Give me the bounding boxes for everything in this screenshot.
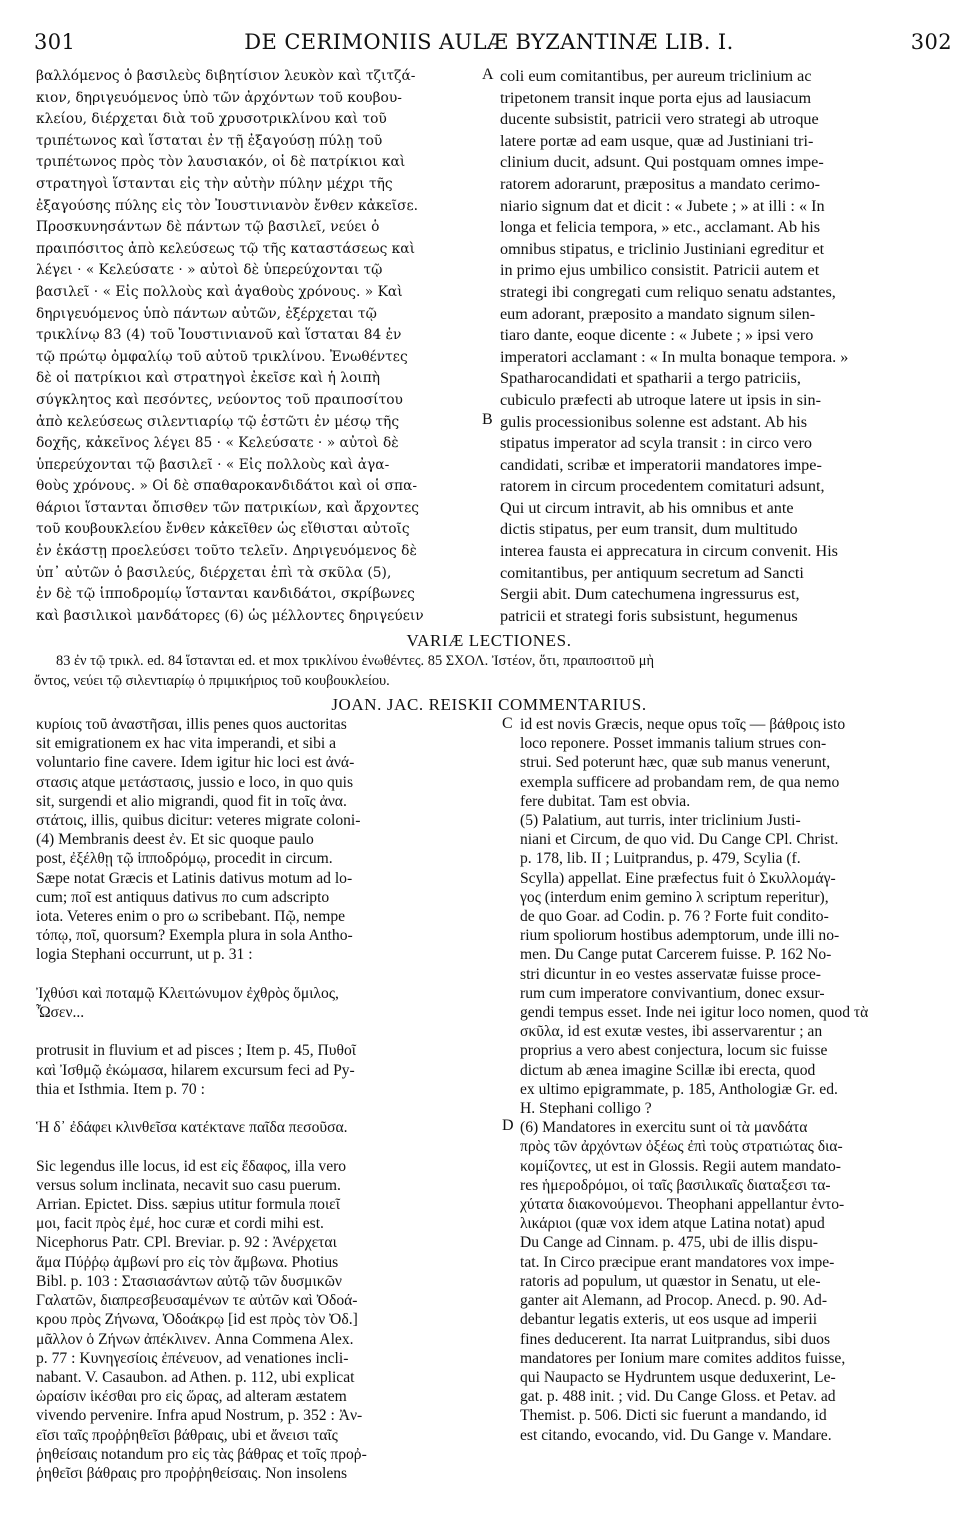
latin-line: interea fausta ei apprecatura in circum convenit. His bbox=[500, 542, 838, 561]
commentary-line: λικάριοι (quæ vox idem atque Latina notat) apud bbox=[520, 1215, 825, 1233]
commentary-line: nabant. V. Casaubon. ad Athen. p. 112, ubi explicat bbox=[36, 1368, 355, 1386]
commentary-line: debantur legatis exteris, ut eos usque ad imperii bbox=[520, 1311, 818, 1329]
greek-line: τριπέτωνος πρὸς τὸν λαυσιακόν, οἱ δὲ πατρίκιοι καὶ bbox=[36, 154, 406, 171]
variae-line: 83 ἐν τῷ τρικλ. ed. 84 ἵστανται ed. et mox τρικλίνου ἐνωθέντες. 85 ΣΧΟΛ. Ἰστέον, ὅτι, πραιποσιτοῦ μὴ bbox=[56, 653, 655, 669]
commentary-line: κομίζοντες, ut est in Glossis. Regii autem mandato- bbox=[520, 1157, 841, 1175]
greek-line: πραιπόσιτος ἀπὸ κελεύσεως τῷ τῆς καταστάσεως καὶ bbox=[36, 240, 416, 257]
greek-line: τοῦ κουβουκλείου ἔνθεν κἀκεῖθεν ὡς εἴθισται αὐτοῖς bbox=[36, 521, 410, 538]
latin-line: Sergii abit. Dum catechumena ingressurus est, bbox=[500, 585, 800, 604]
commentary-line: ex ultimo epigrammate, p. 185, Anthologiæ Gr. ed. bbox=[520, 1080, 838, 1098]
running-title: DE CERIMONIIS AULÆ BYZANTINÆ LIB. I. bbox=[244, 30, 734, 54]
commentary-line: Arrian. Epictet. Diss. sæpius utitur formula ποιεῖ bbox=[36, 1196, 340, 1214]
latin-line: ratorem in circum procedentem comitaturi adsunt, bbox=[500, 477, 825, 496]
commentary-line bbox=[36, 1022, 476, 1041]
greek-line: ὑπ᾽ αὐτῶν ὁ βασιλεύς, διέρχεται ἐπὶ τὰ σκῦλα (5), bbox=[36, 564, 392, 581]
latin-line: coli eum comitantibus, per aureum triclinium ac bbox=[500, 67, 812, 85]
commentary-line: (5) Palatium, aut turris, inter triclinium Justi- bbox=[520, 812, 801, 830]
greek-line: δοχῆς, κἀκεῖνος λέγει 85 · « Κελεύσατε · » αὐτοὶ δὲ bbox=[36, 435, 399, 452]
variae-heading: VARIÆ LECTIONES. bbox=[406, 631, 572, 650]
commentary-line: Du Cange ad Cinnam. p. 475, ubi de illis dispu- bbox=[520, 1234, 818, 1252]
latin-line: patricii et strategi foris subsistunt, hegumenus bbox=[500, 606, 798, 625]
greek-line: τῷ πρώτῳ ὀμφαλίῳ τοῦ αὐτοῦ τρικλίνου. Ἐνωθέντες bbox=[36, 348, 408, 365]
latin-line: cubiculo præfecti ab utroque latere ut ipsis in sin- bbox=[500, 390, 821, 409]
margin-marker-b: B bbox=[482, 411, 493, 428]
latin-line: strategi ibi congregati cum reliquo senatu adstantes, bbox=[500, 282, 836, 301]
latin-line: omnibus stipatus, e triclinio Justiniani egreditur et bbox=[500, 239, 825, 258]
commentary-line: rum cum imperatore convivantium, donec exsur- bbox=[520, 984, 825, 1002]
commentary-line: Scylla) appellat. Eine præfectus fuit ὁ Σκυλλομάγ- bbox=[520, 869, 836, 887]
commentary-line: gendi tempus esset. Inde nei igitur loco nomen, quod τὰ bbox=[520, 1004, 869, 1022]
greek-line: θάριοι ἵστανται ὄπισθεν τῶν πατρικίων, καὶ ἄρχοντες bbox=[36, 499, 419, 516]
commentary-line: κρου πρὸς Ζήνωνα, Ὀδοάκρῳ [id est πρὸς τὸν Ὀδ.] bbox=[36, 1311, 358, 1329]
commentary-heading: JOAN. JAC. REISKII COMMENTARIUS. bbox=[331, 695, 647, 714]
running-header bbox=[26, 30, 952, 66]
latin-line: ratorem adorarunt, præpositus a mandato cerimo- bbox=[500, 174, 821, 193]
commentary-line: thia et Isthmia. Item p. 70 : bbox=[36, 1080, 205, 1098]
latin-line: longa et felicia tempora, » etc., acclamant. Ab his bbox=[500, 218, 821, 237]
latin-line: Qui ut circum intravit, ab his omnibus et ante bbox=[500, 498, 794, 517]
commentary-line bbox=[36, 1137, 476, 1156]
greek-line: βασιλεῖ · « Εἰς πολλοὺς καὶ ἀγαθοὺς χρόνους. » Καὶ bbox=[36, 283, 403, 300]
commentary-line: fines deducerent. Ita narrat Luitprandus, sibi duos bbox=[520, 1330, 831, 1348]
latin-line: comitantibus, per antiquum secretum ad Sancti bbox=[500, 563, 804, 582]
commentary-line: p. 178, lib. II ; Luitprandus, p. 479, Scylia (f. bbox=[520, 850, 801, 868]
greek-line: Προσκυνησάντων δὲ πάντων τῷ βασιλεῖ, νεύει ὁ bbox=[36, 219, 380, 236]
commentary-line: στασις atque μετάστασις, jussio e loco, in quo quis bbox=[36, 773, 354, 791]
commentary-line: ῥηθείσαις notandum pro εἰς τὰς βάθρας et τοῖς προῤ- bbox=[36, 1445, 367, 1463]
commentary-line: mandatores per Ionium mare comites additos fuisse, bbox=[520, 1349, 846, 1367]
commentary-line: men. Du Cange putat Carcerem fuisse. P. 162 No- bbox=[520, 946, 832, 964]
commentary-line: μᾶλλον ὁ Ζήνων ἀπέκλινεν. Anna Commena Alex. bbox=[36, 1330, 354, 1348]
commentary-line: proprius a vero abest conjectura, locum sic fuisse bbox=[520, 1042, 828, 1060]
commentary-line: χύτατα διακονούμενοι. Theophani appellantur ἐντο- bbox=[520, 1196, 845, 1214]
commentary-line: Γαλατῶν, διαπρεσβευσαμένων τε αὐτῶν καὶ Ὀδοά- bbox=[36, 1292, 358, 1310]
commentary-line: gat. p. 488 init. ; vid. Du Cange Gloss. et Petav. ad bbox=[520, 1388, 836, 1406]
latin-line: imperatori acclamant : « In multa bonaque tempora. » bbox=[500, 347, 849, 366]
commentary-line: exempla sufficere ad probandam rem, de qua nemo bbox=[520, 773, 840, 791]
latin-line: gulis processionibus solenne est adstant. Ab his bbox=[500, 412, 808, 431]
commentary-line: (6) Mandatores in exercitu sunt οἱ τὰ μανδάτα bbox=[520, 1119, 808, 1137]
commentary-line: cum; ποῖ est antiquus dativus πο cum adscripto bbox=[36, 888, 330, 906]
variae-line: ὄντος, νεύει τῷ σιλεντιαρίῳ ὁ πριμικήριος τοῦ κουβουκλείου. bbox=[34, 673, 390, 689]
commentary-line: est citando, evocando, vid. Du Gange v. Mandare. bbox=[520, 1426, 832, 1444]
latin-line: niario signum dat et dicit : « Jubete ; » at illi : « In bbox=[500, 196, 825, 215]
commentary-line: niani et Circum, de quo vid. Du Cange CPl. Christ. bbox=[520, 831, 839, 849]
greek-line: καὶ βασιλικοὶ μανδάτορες (6) ὡς μέλλοντες δηριγεύειν bbox=[36, 607, 424, 624]
commentary-line: res ἡμεροδρόμοι, οἱ ταῖς βασιλικαῖς διαταξεσι τα- bbox=[520, 1176, 831, 1194]
variae-lectiones bbox=[26, 631, 952, 691]
latin-line: stipatus imperator ad scyla transit : in circo vero bbox=[500, 434, 812, 453]
commentary-line: strui. Sed poterunt hæc, quæ sub manus venerunt, bbox=[520, 754, 831, 772]
left-page-number: 301 bbox=[34, 30, 76, 54]
commentary-line: logia Stephani occurrunt, ut p. 31 : bbox=[36, 946, 253, 964]
greek-line: ἐξαγούσης πύλης εἰς τὸν Ἰουστινιανὸν ἔνθεν κἀκεῖσε. bbox=[36, 197, 419, 214]
commentary-line: Themist. p. 506. Dicti sic fuerunt a mandando, id bbox=[520, 1407, 827, 1425]
commentary-line: loco reponere. Posset immanis talium strues con- bbox=[520, 735, 827, 753]
commentary-line: ἅμα Πύῤῥῳ ἀμβωνί pro εἰς τὸν ἄμβωνα. Photius bbox=[36, 1253, 339, 1271]
latin-line: tiaro dante, eoque dicente : « Jubete ; » ipsi vero bbox=[500, 326, 814, 345]
commentary-right-column bbox=[520, 715, 952, 1445]
greek-line: τριπέτωνος καὶ ἵσταται ἐν τῇ ἐξαγούσῃ πύλῃ τοῦ bbox=[36, 132, 383, 149]
page bbox=[26, 30, 952, 1505]
greek-line: ἀπὸ κελεύσεως σιλεντιαρίῳ τῷ ἑστῶτι ἐν μέσῳ τῆς bbox=[36, 413, 400, 430]
commentary-line: rium spoliorum hostibus ademptorum, unde illi no- bbox=[520, 927, 840, 945]
commentary-line: τόπῳ, ποῖ, quorsum? Exempla plura in sola Antho- bbox=[36, 927, 353, 945]
commentary-line: vivendo pervenire. Infra apud Nostrum, p. 352 : Ἀν- bbox=[36, 1407, 363, 1425]
greek-line: λέγει · « Κελεύσατε · » αὐτοὶ δὲ ὑπερεύχονται τῷ bbox=[36, 262, 383, 279]
commentary-line: (4) Membranis deest ἐν. Et sic quoque paulo bbox=[36, 831, 314, 849]
greek-line: θοὺς χρόνους. » Οἱ δὲ σπαθαροκανδιδάτοι καὶ οἱ σπα- bbox=[36, 478, 418, 495]
greek-line: βαλλόμενος ὁ βασιλεὺς διβητίσιον λευκὸν καὶ τζιτζά- bbox=[36, 68, 416, 84]
right-page-number: 302 bbox=[910, 30, 952, 54]
margin-marker-d: D bbox=[502, 1117, 514, 1134]
commentary-line bbox=[36, 965, 476, 984]
main-text bbox=[26, 66, 952, 631]
commentary-line: fere dubitat. Tam est obvia. bbox=[520, 792, 691, 810]
latin-line: ducente subsistit, patricii vero strategi ab utroque bbox=[500, 110, 819, 129]
commentary-line: dictum ab æneа imagine Scillæ ibi erecta, quod bbox=[520, 1061, 816, 1079]
commentary-line: tat. In Circo præcipue erant mandatores vox impe- bbox=[520, 1253, 835, 1271]
commentary-line: στάτοις, illis, quibus dicitur: veteres migrate coloni- bbox=[36, 812, 361, 830]
commentary-line: iota. Veteres enim o pro ω scribebant. Πῷ, nempe bbox=[36, 908, 346, 926]
commentary-line: ῥηθεῖσι βάθραις pro προῤῥηθείσαις. Non insolens bbox=[36, 1464, 348, 1482]
commentary-line: κυρίοις τοῦ ἀναστῆσαι, illis penes quos auctoritas bbox=[36, 716, 347, 733]
greek-column bbox=[36, 66, 476, 627]
commentary bbox=[26, 715, 952, 1505]
latin-line: dictis stipatus, per eum transit, dum multitudo bbox=[500, 520, 798, 539]
commentary-left-column bbox=[36, 715, 476, 1483]
greek-line: δὲ οἱ πατρίκιοι καὶ στρατηγοὶ ἐκεῖσε καὶ ἡ λοιπὴ bbox=[36, 370, 381, 387]
latin-line: in primo ejus umbilico consistit. Patricii autem et bbox=[500, 261, 820, 280]
commentary-line: id est novis Græcis, neque opus τοῖς — βάθροις isto bbox=[520, 716, 846, 733]
commentary-line: p. 77 : Κυνηγεσίοις ἐπένευον, ad venationes incli- bbox=[36, 1349, 349, 1367]
latin-line: Spatharocandidati et spatharii a tergo patriciis, bbox=[500, 369, 801, 388]
latin-line: latere portæ ad eam usque, quæ ad Justiniani tri- bbox=[500, 131, 814, 150]
margin-marker-a: A bbox=[482, 66, 494, 83]
commentary-line: sit, surgendi et alio migrandi, quod fit in τοῖς ἀνα. bbox=[36, 792, 347, 810]
margin-marker-c: C bbox=[502, 715, 513, 732]
commentary-line: sit emigrationem ex hac vita imperandi, et sibi a bbox=[36, 735, 337, 753]
greek-line: τρικλίνῳ 83 (4) τοῦ Ἰουστινιανοῦ καὶ ἵσταται 84 ἐν bbox=[36, 327, 402, 344]
commentary-line: Bibl. p. 103 : Στασιασάντων αὐτῷ τῶν δυσμικῶν bbox=[36, 1272, 342, 1290]
greek-line: κλείου, διέρχεται διὰ τοῦ χρυσοτρικλίνου καὶ τοῦ bbox=[36, 111, 387, 128]
greek-line: ἐν ἑκάστῃ προελεύσει τοῦτο τελεῖν. Δηριγευόμενος δὲ bbox=[36, 543, 417, 560]
latin-line: eum adorant, præposito a mandato signum silen- bbox=[500, 304, 816, 323]
commentary-line bbox=[36, 1099, 476, 1118]
commentary-line: γος (interdum enim gemino λ scriptum reperitur), bbox=[520, 888, 829, 906]
commentary-line: de quo Goar. ad Codin. p. 76 ? Forte fuit condito- bbox=[520, 908, 829, 926]
greek-line: στρατηγοὶ ἵστανται εἰς τὴν αὐτὴν πύλην μέχρι τῆς bbox=[36, 175, 393, 192]
latin-line: tripetonem transit inque porta ejus ad lausiacum bbox=[500, 88, 812, 107]
latin-column bbox=[500, 66, 952, 627]
commentary-line: ὡραίσιν ἱκέσθαι pro εἰς ὥρας, ad alteram æstatem bbox=[36, 1388, 347, 1406]
commentary-line: qui Naupacto se Hydruntem usque deduxerint, Le- bbox=[520, 1368, 836, 1386]
commentary-line: stri dicuntur in eo vestes asservatæ fuisse proce- bbox=[520, 965, 821, 983]
commentary-line: post, ἐξέλθῃ τῷ ἱπποδρόμῳ, procedit in circum. bbox=[36, 850, 333, 868]
commentary-line: ganter ait Alemann, ad Procop. Anecd. p. 90. Ad- bbox=[520, 1292, 828, 1310]
latin-line: clinium ducit, adsunt. Qui postquam omnes impe- bbox=[500, 153, 824, 172]
greek-line: σύγκλητος καὶ πεσόντες, νεύοντος τοῦ πραιποσίτου bbox=[36, 391, 403, 408]
commentary-line: Nicephorus Patr. CPl. Breviar. p. 92 : Ἀνέρχεται bbox=[36, 1234, 337, 1252]
commentary-line: Ἡ δ᾽ ἐδάφει κλινθεῖσα κατέκτανε παῖδα πεσοῦσα. bbox=[36, 1119, 348, 1137]
commentary-line: καὶ Ἰσθμῷ ἐκώμασα, hilarem excursum feci ad Py- bbox=[36, 1061, 355, 1079]
commentary-line: Ὦσεν... bbox=[36, 1004, 85, 1022]
commentary-line: versus solum inclinata, necavit suo casu puerum. bbox=[36, 1176, 341, 1194]
commentary-line: protrusit in fluvium et ad pisces ; Item p. 45, Πυθοῖ bbox=[36, 1042, 356, 1060]
greek-line: ἐν δὲ τῷ ἱπποδρομίῳ ἵστανται κανδιδάτοι, σκρίβωνες bbox=[36, 586, 415, 603]
commentary-line: εῖσι ταῖς προῤῥηθεῖσι βάθραις, ubi et ἄνεισι ταῖς bbox=[36, 1426, 338, 1444]
commentary-line: μοι, facit πρὸς ἐμέ, hoc curæ et cordi mihi est. bbox=[36, 1215, 324, 1233]
greek-line: δηριγευόμενος ὑπὸ πάντων αὐτῶν, ἐξέρχεται τῷ bbox=[36, 305, 377, 322]
commentary-line: H. Stephani colligo ? bbox=[520, 1100, 652, 1118]
commentary-line: σκῦλα, id est exutæ vestes, ibi asservarentur ; an bbox=[520, 1023, 823, 1041]
commentary-line: voluntario fine cavere. Idem igitur hic loci est ἀνά- bbox=[36, 754, 355, 772]
commentary-line: Ἰχθύσι καὶ ποταμῷ Κλειτώνυμον ἐχθρὸς ὅμιλος, bbox=[36, 984, 339, 1002]
latin-line: candidati, scribæ et imperatorii mandatores impe- bbox=[500, 455, 822, 474]
commentary-line: Sæpe notat Græcis et Latinis dativus motum ad lo- bbox=[36, 869, 353, 887]
greek-line: κιον, δηριγευόμενος ὑπὸ τῶν ἀρχόντων τοῦ κουβου- bbox=[36, 89, 402, 106]
commentary-line: Sic legendus ille locus, id est εἰς ἔδαφος, illa vero bbox=[36, 1157, 347, 1175]
commentary-line: πρὸς τῶν ἀρχόντων ὀξέως ἐπὶ τοὺς στρατιώτας δια- bbox=[520, 1138, 843, 1156]
greek-line: ὑπερεύχονται τῷ βασιλεῖ · « Εἰς πολλοὺς καὶ ἀγα- bbox=[36, 456, 390, 473]
commentary-line: ratoris ad populum, ut quæstor in Senatu, ut ele- bbox=[520, 1272, 821, 1290]
